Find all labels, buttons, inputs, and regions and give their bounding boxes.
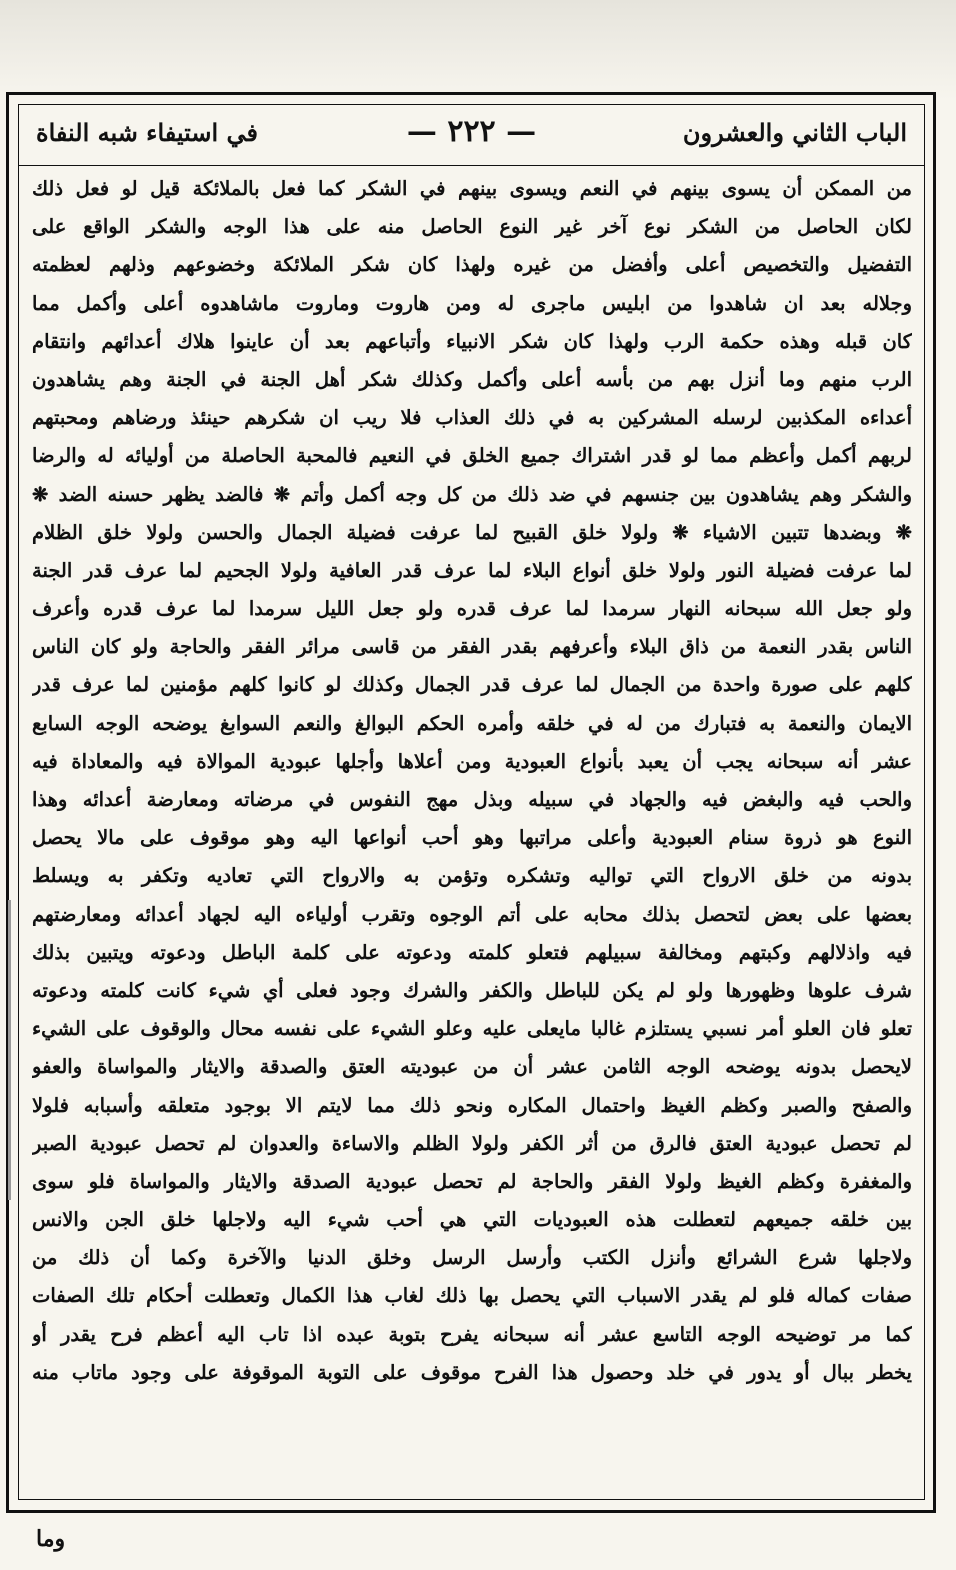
page-number: — ٢٢٢ — bbox=[406, 114, 537, 149]
text-line: من الممكن أن يسوى بينهم في النعم ويسوى بينهم في الشكر كما فعل بالملائكة قيل لو فعل ذلك bbox=[32, 177, 912, 200]
text-line: لكان الحاصل من الشكر نوع آخر غير النوع الحاصل منه على هذا الوجه والشكر الواقع على bbox=[32, 215, 912, 239]
text-line: الايمان والنعمة به فتبارك من له في خلقه وأمره الحكم البوالغ والنعم السوابغ يوضحه الوجه السابع bbox=[32, 711, 912, 735]
text-line: والشكر وهم يشاهدون بين جنسهم في ضد ذلك من كل وجه أكمل وأتم ❋ فالضد يظهر حسنه الضد ❋ bbox=[32, 482, 912, 506]
text-line: كان قبله وهذه حكمة الرب ولهذا كان شكر الانبياء وأتباعهم بعد أن عاينوا هلاك أعدائهم وانتقام bbox=[32, 329, 912, 353]
text-line: كما مر توضيحه الوجه التاسع عشر أنه سبحانه يفرح بتوبة عبده اذا تاب اليه أعظم فرح يقدر أو bbox=[32, 1322, 912, 1346]
chapter-title: الباب الثاني والعشرون bbox=[682, 118, 907, 147]
text-line: أعداءه المكذبين لرسله المشركين به في ذلك العذاب فلا ريب ان شكرهم حينئذ ورضاهم ومحبتهم bbox=[32, 406, 912, 430]
text-line: والمغفرة وكظم الغيظ ولولا الفقر والحاجة لم تحصل عبودية الصدقة والايثار والمواساة فلو سوى bbox=[32, 1169, 912, 1193]
catchword: وما bbox=[36, 1526, 66, 1552]
text-line: الناس بقدر النعمة من ذاق البلاء وأعرفهم بقدر الفقر من قاسى مرائر الفقر والحاجة ولو كان الناس bbox=[32, 635, 912, 659]
text-line: النوع هو ذروة سنام العبودية وأعلى مراتبها وهو أحب أنواعها اليه وهو موقوف على مالا يحصل bbox=[32, 826, 912, 850]
section-title: في استيفاء شبه النفاة bbox=[36, 118, 259, 147]
body-text bbox=[28, 170, 916, 1495]
text-line: لما عرفت فضيلة النور ولولا خلق أنواع البلاء لما عرف قدر العافية ولولا الجحيم لما عرف قدر الجنة bbox=[32, 558, 912, 582]
text-line bbox=[32, 1430, 912, 1468]
text-line: فيه واذلالهم وكبتهم ومخالفة سبيلهم فتعلو كلمته ودعوته على كلمة الباطل ودعوته ويتبين بذلك bbox=[32, 940, 912, 964]
text-line: والحب فيه والبغض فيه والجهاد في سبيله وبذل مهج النفوس في مرضاته ومعارضة أعدائه وهذا bbox=[32, 788, 912, 811]
text-line: لربهم أكمل وأعظم مما لو قدر اشتراك جميع الخلق في النعيم فالمحبة الحاصلة من أوليائه له والرضا bbox=[32, 444, 912, 468]
text-line: الرب منهم وما أنزل بهم من بأسه أعلى وأكمل وكذلك شكر أهل الجنة في الجنة وهم يشاهدون bbox=[32, 367, 912, 391]
text-line: بعضها على بعض لتحصل بذلك محابه على أتم الوجوه وتقرب أولياءه اليه لجهاد أعدائه ومعارضتهم bbox=[32, 902, 912, 926]
text-line: ولو جعل الله سبحانه النهار سرمدا لما عرف قدره ولو جعل الليل سرمدا لما عرف قدره وأعرف bbox=[32, 597, 912, 621]
text-line: يخطر ببال أو يدور في خلد وحصول هذا الفرح موقوف على التوبة الموقوفة على وجود ماتاب منه bbox=[32, 1360, 912, 1384]
text-line: عشر أنه سبحانه يجب أن يعبد بأنواع العبودية ومن أعلاها وأجلها عبودية الموالاة فيه والمعاداة فيه bbox=[32, 749, 912, 773]
text-line: شرف علوها وظهورها ولو لم يكن للباطل والكفر والشرك وجود فعلى أي شيء كانت كلمته ودعوته bbox=[32, 978, 912, 1002]
text-line: ولاجلها شرع الشرائع وأنزل الكتب وأرسل الرسل وخلق الدنيا والآخرة وكما أن ذلك من bbox=[32, 1246, 912, 1270]
text-line: والصفح والصبر وكظم الغيظ واحتمال المكاره ونحو ذلك مما لايتم الا بوجود متعلقه وأسبابه فلولا bbox=[32, 1093, 912, 1117]
text-line: بدونه من خلق الارواح التي تواليه وتشكره وتؤمن به والارواح التي تعاديه وتكفر به ويسلط bbox=[32, 864, 912, 888]
text-line: ❋ وبضدها تتبين الاشياء ❋ ولولا خلق القبيح لما عرفت فضيلة الجمال والحسن ولولا خلق الظلام bbox=[32, 520, 912, 544]
text-line: لم تحصل عبودية العتق فالرق من أثر الكفر ولولا الظلم والاساءة والعدوان لم تحصل عبودية الصبر bbox=[32, 1131, 912, 1155]
text-line: لايحصل بدونه يوضحه الوجه الثامن عشر أن من عبوديته العتق والصدقة والايثار والمواساة والعفو bbox=[32, 1055, 912, 1079]
page-top-shadow bbox=[0, 0, 956, 100]
text-line: بين خلقه جميعهم لتعطلت هذه العبوديات التي هي أحب شيء اليه ولاجلها خلق الجن والانس bbox=[32, 1208, 912, 1232]
text-line bbox=[32, 1392, 912, 1430]
text-line: كلهم على صورة واحدة من الجمال لما عرف قدر الجمال وكذلك لو كانوا كلهم مؤمنين لما عرف قدر bbox=[32, 673, 912, 697]
text-line: التفضيل والتخصيص أعلى وأفضل من غيره ولهذا كان شكر الملائكة وخضوعهم وذلهم لعظمته bbox=[32, 253, 912, 277]
page-header bbox=[18, 104, 925, 166]
text-line: وجلاله بعد ان شاهدوا من ابليس ماجرى له ومن هاروت وماروت ماشاهدوه أعلى وأكمل مما bbox=[32, 291, 912, 315]
text-line: صفات كماله فلو لم يقدر الاسباب التي يحصل بها ذلك لغاب هذا الكمال وتعطلت أحكام تلك الصفات bbox=[32, 1284, 912, 1308]
text-line: تعلو فان العلو أمر نسبي يستلزم غالبا مايعلى عليه وعلو الشيء على نفسه محال والوقوف على الشيء bbox=[32, 1017, 912, 1041]
margin-mark bbox=[8, 900, 11, 1200]
